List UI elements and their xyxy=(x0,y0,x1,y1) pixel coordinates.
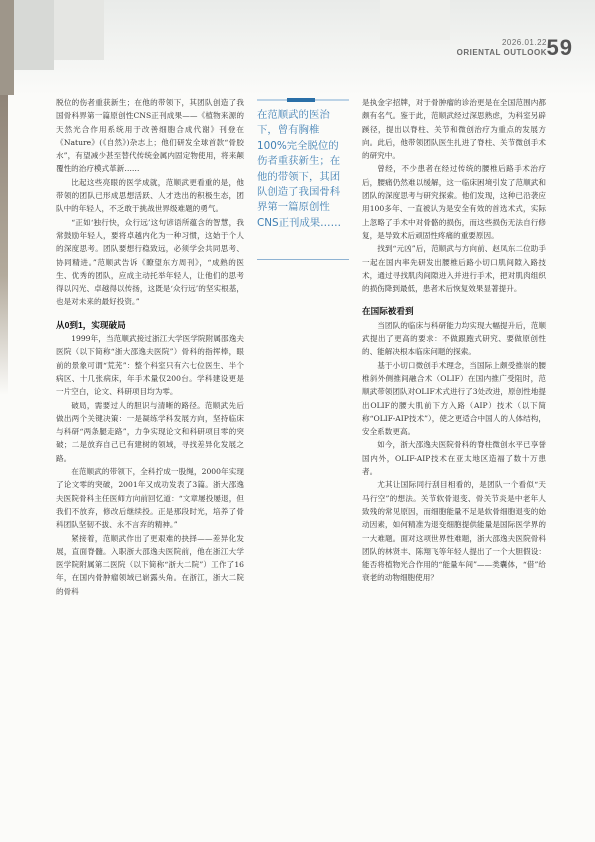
paragraph: 尤其让国际同行刮目相看的，是团队一个看似“天马行空”的想法。关节软骨退变、骨关节炎是中老年人致残的常见原因，而细胞能量不足是软骨细胞退变的始动因素，如何精准为退变细胞提供能量是国际医学界的一大难题。面对这项世界性难题，浙大邵逸夫医院骨科团队的林贤丰、陈翔飞等年轻人提出了一个大胆假设：能否将植物光合作用的“能量车间”——类囊体，“借”给衰老的动物细胞使用？ xyxy=(362,480,546,583)
paragraph: 脱位的伤者重获新生；在他的带领下，其团队创造了我国骨科界第一篇原创性CNS正刊成果——《植物来源的天然光合作用系统用于改善细胞合成代谢》刊登在《Nature》(《自然》)杂志上；他们研发全球首款“骨胶水”，有望减少甚至替代传统金属内固定物使用，将来颠覆性的治疗模式革新…… xyxy=(56,98,244,174)
photo-shape xyxy=(54,0,104,60)
pull-quote-box xyxy=(257,98,349,260)
paragraph: 在范顺武的带领下，全科拧成一股绳，2000年实现了论文零的突破，2001年又成功发表了3篇。浙大邵逸夫医院骨科主任医师方向前回忆道：“文章屡投屡退，但我们不放弃，修改后继续投。正是那段时光，培养了骨科团队坚韧不拔、永不言弃的精神。” xyxy=(56,467,244,530)
section-heading: 从0到1，实现破局 xyxy=(56,319,126,330)
article-column-2 xyxy=(362,96,546,585)
paragraph: 基于小切口微创手术理念，当国际上颇受推崇的腰椎斜外侧推间融合术（OLIF）在国内推广受阻时，范顺武带领团队对OLIF术式进行了3处改进，原创性地提出OLIF的腰大肌前下方入路（AIP）技术（以下简称“OLIF-AIP技术”），使之更适合中国人的人体结构，安全系数更高。 xyxy=(362,360,546,437)
magazine-name: ORIENTAL OUTLOOK xyxy=(456,48,547,57)
paragraph: “正如‘独行快，众行远’这句谚语所蕴含的智慧，我常鼓励年轻人，要将卓越内化为一种习惯，这始于个人的深度思考。团队要想行稳致远，必须学会共同思考、协同精进。”范顺武告诉《瞭望东方周刊》，“成熟的医生、优秀的团队，应成主动托举年轻人，让他们的思考得以闪光、卓越得以传扬，这既是‘众行远’的坚实根基，也是对未来的最好投资。” xyxy=(56,217,244,307)
paragraph: 曾经，不少患者在经过传统的腰椎后路手术治疗后，腰痛仍然难以缓解，这一临床困境引发了范顺武和团队的深度思考与研究探索。他们发现，这种已沿袭应用100多年、一直被认为是安全有效的首选术式，实际上忽略了手术中对骨骼的损伤，而这些损伤无法自行修复，是导致术后顽固性疼痛的重要原因。 xyxy=(362,164,546,240)
article-column-1 xyxy=(56,96,244,598)
pull-quote-rule-bottom xyxy=(257,259,349,260)
paragraph: 找到“元凶”后，范顺武与方向前、赵凤东二位助手一起在国内率先研发出腰椎后路小切口肌间隙入路技术，通过寻找肌肉间隙进入并进行手术，把对肌肉组织的损伤降到最低，患者术后恢复效果显著提升。 xyxy=(362,244,546,294)
paragraph: 是执金字招牌，对于骨肿瘤的诊治更是在全国范围内都颇有名气。鉴于此，范顺武经过深思熟虑，为科室另辟蹊径，提出以脊柱、关节和微创治疗为重点的发展方向。此后，他带领团队医生扎进了脊柱、关节微创手术的研究中。 xyxy=(362,98,546,161)
photo-shape xyxy=(380,0,450,40)
section-heading: 在国际被看到 xyxy=(362,306,414,317)
running-header xyxy=(457,38,547,58)
pull-quote-accent-bar xyxy=(287,98,315,102)
page-number: 59 xyxy=(546,35,573,60)
issue-date: 2026.01.22 xyxy=(501,38,547,47)
paragraph: 破局，需要过人的胆识与清晰的路径。范顺武先后做出两个关键决策：一是凝练学科发展方向，坚持临床与科研“两条腿走路”，力争实现论文和科研项目零的突破；二是放弃自己已有建树的领域，寻找差异化发展之路。 xyxy=(56,400,244,463)
paragraph: 紧接着，范顺武作出了更艰难的抉择——差异化发展，直面脊髓。入职浙大邵逸夫医院前，他在浙江大学医学院附属第二医院（以下简称“浙大二院”）工作了16年，在国内骨肿瘤领域已崭露头角。在浙江，浙大二院的骨科 xyxy=(56,533,244,596)
paragraph: 当团队的临床与科研能力均实现大幅提升后，范顺武提出了更高的要求：不做跟跑式研究、要做原创性的、能解决根本临床问题的探索。 xyxy=(362,320,546,357)
photo-shape xyxy=(14,0,54,70)
paragraph: 如今，浙大邵逸夫医院骨科的脊柱微创水平已享誉国内外，OLIF-AIP技术在亚太地区造福了数十万患者。 xyxy=(362,440,546,477)
paragraph: 1999年，当范顺武接过浙江大学医学院附属邵逸夫医院（以下简称“浙大邵逸夫医院”）骨科的指挥棒，眼前的景象可谓“荒芜”：整个科室只有六七位医生、半个病区、十几张病床，年手术量仅200台。学科建设更是一片空白，论文、科研项目均为零。 xyxy=(56,334,244,397)
photo-shadow-left xyxy=(0,0,14,95)
photo-edge-strip xyxy=(0,95,8,395)
paragraph: 比起这些亮眼的医学成就，范顺武更看重的是，他带领的团队已形成思想活跃、人才迭出的积极生态，团队中的年轻人，不乏敢于挑战世界级难题的勇气。 xyxy=(56,177,244,214)
pull-quote: 在范顺武的医治下，曾有胸椎100%完全脱位的伤者重获新生；在他的带领下，其团队创造了我国骨科界第一篇原创性CNS正刊成果…… xyxy=(257,109,341,229)
